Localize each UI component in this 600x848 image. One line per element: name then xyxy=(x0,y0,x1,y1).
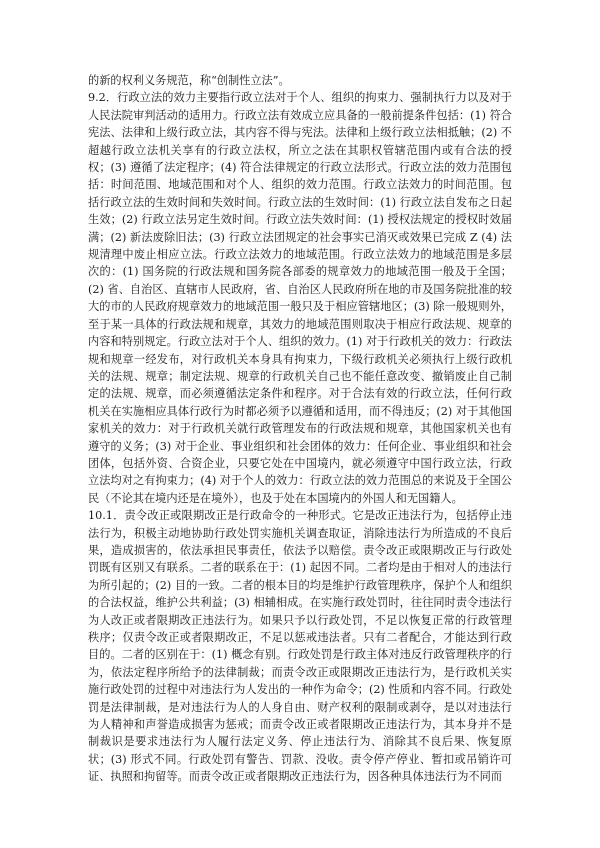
document-page xyxy=(88,72,512,786)
paragraph-creative-legislation-tail: 的新的权利义务规范，称“创制性立法”。 xyxy=(88,74,290,87)
paragraph-administrative-legislation-effect: 9.2．行政立法的效力主要指行政立法对于个人、组织的拘束力、强制执行力以及对于人民法院审判活动的适用力。行政立法有效成立应具备的一般前提条件包括：(1) 符合宪法、法律和上级行政立法，其内容不得与宪法。法律和上级行政立法相抵触；(2) 不超越行政立法机关享有的行政立法权，所立之法在其职权管辖范围内或有合法的授权；(3) 遵循了法定程序；(4) 符合法律规定的行政立法形式。行政立法的效力范围包括：时间范围、地域范围和对个人、组织的效力范围。行政立法效力的时间范围。包括行政立法的生效时间和失效时间。行政立法的生效时间：(1) 行政立法自发布之日起生效；(2) 行政立法另定生效时间。行政立法失效时间：(1) 授权法规定的授权时效届满；(2) 新法废除旧法；(3) 行政立法团规定的社会事实已消灭或效果已完成 Z (4) 法规清理中废止相应立法。行政立法效力的地域范围。行政立法效力的地域范围是多层次的：(1) 国务院的行政法规和国务院各部委的规章效力的地域范围一般及于全国；(2) 省、自治区、直辖市人民政府，省、自治区人民政府所在地的市及国务院批准的较大的市的人民政府规章效力的地域范围一般只及于相应管辖地区；(3) 除一般规则外，至于某一具体的行政法规和规章，其效力的地域范围则取决于相应行政法规、规章的内容和特别规定。行政立法对于个人、组织的效力。(1) 对于行政机关的效力：行政法规和规章一经发布，对行政机关本身具有拘束力，下级行政机关必须执行上级行政机关的法规、规章；制定法规、规章的行政机关自己也不能任意改变、撤销废止自己制定的法规、规章，而必须遵循法定条件和程序。对于合法有效的行政立法，任何行政机关在实施相应具体行政行为时都必须予以遵循和适用，而不得违反；(2) 对于其他国家机关的效力：对于行政机关就行政管理发布的行政法规和规章，其他国家机关也有遵守的义务；(3) 对于企业、事业组织和社会团体的效力：任何企业、事业组织和社会团体，包括外资、合资企业，只要它处在中国境内，就必须遵守中国行政立法，行政立法均对之有拘束力；(4) 对于个人的效力：行政立法的效力范围总的来说及于全国公民（不论其在境内还是在境外），也及于处在本国境内的外国人和无国籍人。 xyxy=(88,91,512,505)
paragraph-order-to-correct: 10.1．责令改正或限期改正是行政命令的一种形式。它是改正违法行为，包括停止违法行为，积极主动地协助行政处罚实施机关调查取证，消除违法行为所造成的不良后果，造成损害的，依法承担民事责任，依法予以赔偿。责令改正或限期改正与行政处罚既有区别又有联系。二者的联系在于：(1) 起因不同。二者均是由于相对人的违法行为所引起的；(2) 目的一致。二者的根本目的均是维护行政管理秩序，保护个人和组织的合法权益，维护公共利益；(3) 相辅相成。在实施行政处罚时，往往同时责令违法行为人改正或者限期改正违法行为。如果只予以行政处罚，不足以恢复正常的行政管理秩序；仅责令改正或者限期改正，不足以惩戒违法者。只有二者配合，才能达到行政目的。二者的区别在于：(1) 概念有别。行政处罚是行政主体对违反行政管理秩序的行为，依法定程序所给予的法律制裁；而责令改正或限期改正违法行为，是行政机关实施行政处罚的过程中对违法行为人发出的一种作为命令；(2) 性质和内容不同。行政处罚是法律制裁，是对违法行为人的人身自由、财产权利的限制或剥夺，是以对违法行为人精神和声誉造成损害为惩戒；而责令改正或者限期改正违法行为，其本身并不是制裁识是要求违法行为人履行法定义务、停止违法行为、消除其不良后果、恢复原状；(3) 形式不同。行政处罚有警告、罚款、没收。责令停产停业、暂扣或吊销许可证、执照和拘留等。而责令改正或者限期改正违法行为，因各种具体违法行为不同而 xyxy=(88,509,512,784)
